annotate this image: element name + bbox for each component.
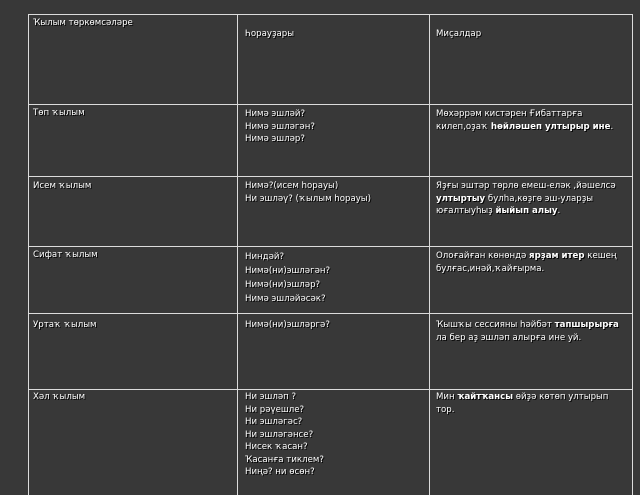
question-line: Нимә(ни)эшләгән? [245,266,331,276]
row-divider [29,104,633,105]
category-cell: Исем ҡылым [33,181,92,191]
questions-cell [245,108,315,146]
question-line: Нимә(ни)эшләргә? [245,320,330,330]
example-highlight: һөйләшеп ултырыр ине [490,121,611,132]
example-highlight: тапшырырға [554,320,619,330]
questions-cell [245,391,324,479]
question-line: Нимә эшләгән? [245,121,315,132]
header-examples: Миҫалдар [436,29,482,39]
question-line: Нимә эшләй? [245,109,306,119]
example-text: Мин [436,392,458,402]
header-categories: Ҡылым төркөмсәләре [33,18,133,28]
example-highlight: ултыртыу [436,193,486,204]
example-highlight: ҡайтҡансы [457,392,513,402]
example-text: өйҙә көтөп ултырып тор. [436,392,609,415]
example-text: . [557,206,561,216]
row-divider [29,246,633,247]
questions-cell [245,250,330,306]
column-divider [237,15,238,495]
example-text: кешең булғас,инәй,ҡайғырма. [436,251,617,274]
category-cell: Уртаҡ ҡылым [33,320,97,330]
question-line: Нимә эшләр? [245,134,305,144]
question-line: Ниңә? ни өсөн? [245,467,315,477]
example-text: Яҙғы эштәр төрлө емеш-еләк ,йәшелсә [436,181,616,191]
category-cell: Сифат ҡылым [33,250,98,260]
example-highlight: йыйып алыу [495,206,558,216]
example-cell [436,391,626,416]
row-divider [29,389,633,390]
question-line: Ни эшләү? (ҡылым һорауы) [245,193,371,204]
question-line: Ниндәй? [245,252,285,262]
example-text: . [610,121,614,132]
question-line: Ни эшләгәс? [245,417,303,427]
example-text: булһа,көҙгө эш-уларҙы юғалтыуһыҙ [436,193,594,216]
row-divider [29,313,633,314]
example-cell [436,319,626,344]
example-text: Мөхәррәм кистәрен Ғибаттарға килеп,оҙаҡ [436,109,583,132]
example-text: Олоғайған көнөндә [436,251,530,261]
question-line: Нимә(ни)эшләр? [245,280,321,290]
question-line: Ни эшләп ? [245,392,297,402]
example-cell [436,180,626,218]
question-line: Ни рәүешле? [245,404,305,415]
question-line: Нимә?(исем һорауы) [245,181,339,191]
questions-cell [245,319,330,332]
header-questions: Һорауҙары [245,29,295,39]
column-divider [632,15,633,495]
category-cell: Хәл ҡылым [33,392,86,402]
example-cell [436,108,626,133]
question-line: Нисек ҡасан? [245,442,308,452]
question-line: Ни эшләгәнсе? [245,429,314,440]
example-highlight: ярҙам итер [529,251,585,261]
question-line: Нимә эшләйәсәк? [245,294,326,304]
example-text: Ҡышҡы сессияны һәйбәт [436,320,555,330]
row-divider [29,176,633,177]
questions-cell [245,180,371,205]
example-text: ла бер аҙ эшләп алырға ине уй. [436,332,582,343]
grammar-table [28,14,633,495]
question-line: Ҡасанға тиклем? [245,454,324,465]
category-cell: Төп ҡылым [33,108,85,118]
example-cell [436,250,626,275]
column-divider [429,15,430,495]
